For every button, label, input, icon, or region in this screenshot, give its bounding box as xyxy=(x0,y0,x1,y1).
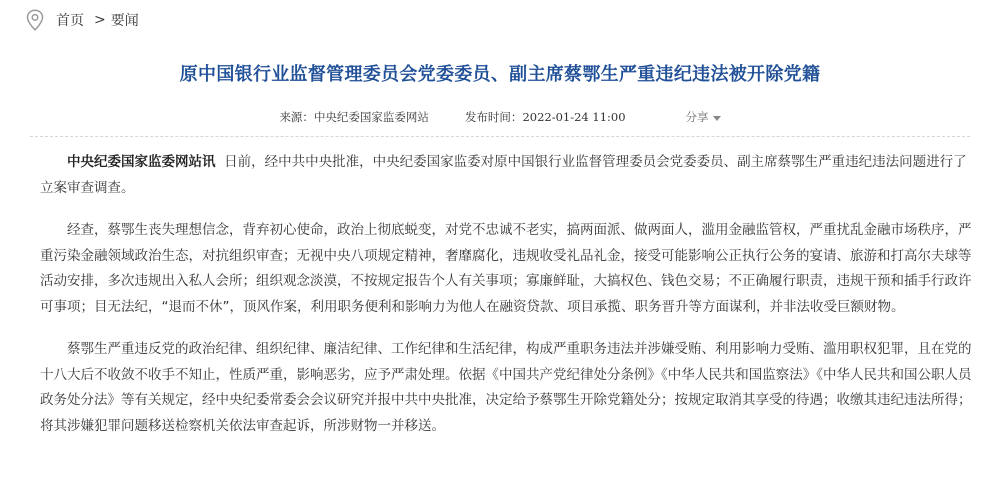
paragraph-1 xyxy=(40,150,975,201)
article-lead: 中央纪委国家监委网站讯 xyxy=(67,154,216,170)
breadcrumb-home-link[interactable]: 首页 xyxy=(56,13,84,29)
time-value: 2022-01-24 11:00 xyxy=(522,110,626,124)
article-meta xyxy=(0,109,1000,125)
article-body xyxy=(40,150,975,456)
time-label: 发布时间： xyxy=(464,110,523,124)
article-title: 原中国银行业监督管理委员会党委委员、副主席蔡鄂生严重违纪违法被开除党籍 xyxy=(179,64,821,85)
breadcrumb xyxy=(26,8,139,32)
share-button[interactable] xyxy=(686,110,721,124)
breadcrumb-current-link[interactable]: 要闻 xyxy=(110,13,139,29)
paragraph-1-text: 日前，经中共中央批准，中央纪委国家监委对原中国银行业监督管理委员会党委委员、副主席蔡鄂生严重违纪违法问题进行了立案审查调查。 xyxy=(40,154,967,196)
divider xyxy=(30,136,970,137)
paragraph-2: 经查，蔡鄂生丧失理想信念，背弃初心使命，政治上彻底蜕变，对党不忠诚不老实，搞两面派、做两面人，滥用金融监管权，严重扰乱金融市场秩序，严重污染金融领域政治生态，对抗组织审查；无视中央八项规定精神，奢靡腐化，违规收受礼品礼金，接受可能影响公正执行公务的宴请、旅游和打高尔夫球等活动安排，多次违规出入私人会所；组织观念淡漠，不按规定报告个人有关事项；寡廉鲜耻，大搞权色、钱色交易；不正确履行职责，违规干预和插手行政许可事项；目无法纪，“退而不休”，顶风作案，利用职务便利和影响力为他人在融资贷款、项目承揽、职务晋升等方面谋利，并非法收受巨额财物。 xyxy=(40,222,972,315)
location-pin-icon xyxy=(26,9,44,31)
source-label: 来源： xyxy=(279,110,314,124)
source-value: 中央纪委国家监委网站 xyxy=(313,110,429,124)
breadcrumb-separator: > xyxy=(94,12,106,28)
share-label: 分享 xyxy=(685,110,709,124)
paragraph-3: 蔡鄂生严重违反党的政治纪律、组织纪律、廉洁纪律、工作纪律和生活纪律，构成严重职务违法并涉嫌受贿、利用影响力受贿、滥用职权犯罪，且在党的十八大后不收敛不收手不知止，性质严重，影响恶劣，应予严肃处理。依据《中国共产党纪律处分条例》《中华人民共和国监察法》《中华人民共和国公职人员政务处分法》等有关规定，经中央纪委常委会会议研究并报中共中央批准，决定给予蔡鄂生开除党籍处分；按规定取消其享受的待遇；收缴其违纪违法所得；将其涉嫌犯罪问题移送检察机关依法审查起诉，所涉财物一并移送。 xyxy=(40,341,972,434)
caret-down-icon xyxy=(713,116,721,121)
